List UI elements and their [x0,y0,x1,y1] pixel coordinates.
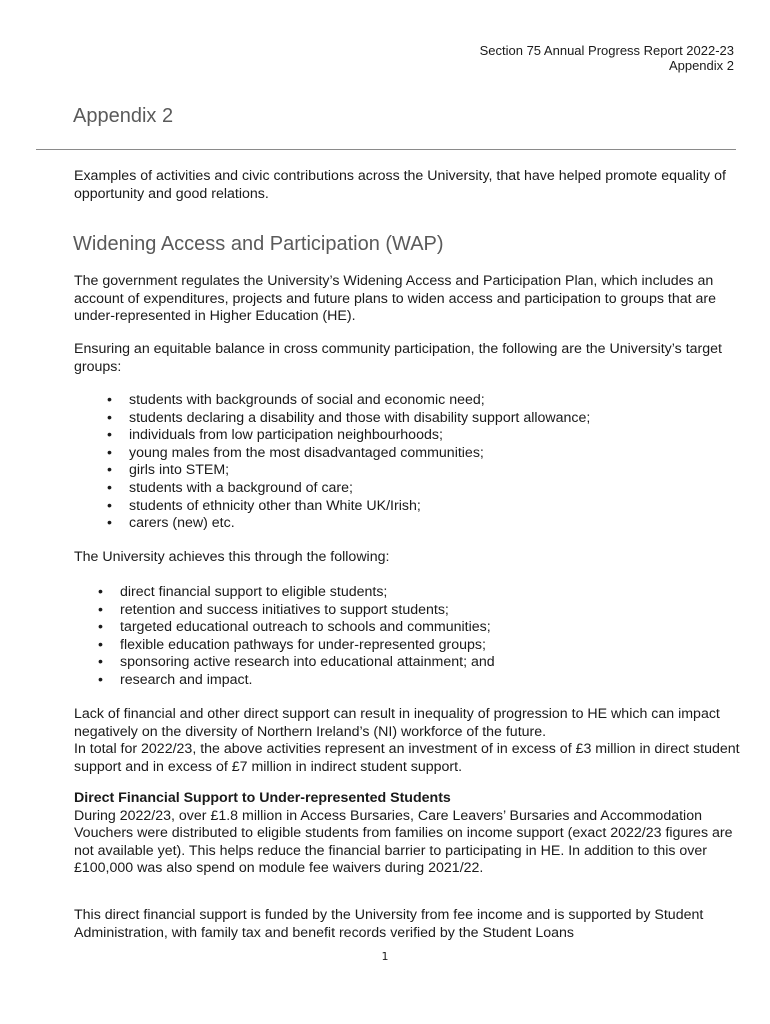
list-item: • targeted educational outreach to schools and communities; [98,619,491,636]
running-header [480,43,734,73]
paragraph-4-line-1: Lack of financial and other direct support can result in inequality of progression to HE which can impact negatively on the diversity of Northern Ireland’s (NI) workforce of the future. [74,706,720,740]
wap-paragraph-6: This direct financial support is funded by the University from fee income and is supported by Student Administration, with family tax and benefit records verified by the Student Loans [74,907,704,941]
paragraph-4-line-2: In total for 2022/23, the above activities represent an investment of in excess of £3 million in direct student support and in excess of £7 million in indirect student support. [74,741,740,775]
list-item: • students with a background of care; [107,479,353,496]
list-item: • young males from the most disadvantaged communities; [107,444,484,461]
dfs-paragraph: During 2022/23, over £1.8 million in Access Bursaries, Care Leavers’ Bursaries and Accommodation Vouchers were distributed to eligible students from families on income support (exact 2022/23 figures are not available yet). This helps reduce the financial barrier to participating in HE. In addition to this over £100,000 was also spend on module fee waivers during 2021/22. [74,807,733,877]
list-item: • flexible education pathways for under-represented groups; [98,636,486,653]
wap-paragraph-4 [74,706,742,776]
dfs-heading: Direct Financial Support to Under-represented Students [74,790,451,806]
list-item: • girls into STEM; [107,462,230,479]
wap-paragraph-2: Ensuring an equitable balance in cross community participation, the following are the University’s target groups: [74,341,722,375]
list-item: • retention and success initiatives to support students; [98,601,449,618]
target-groups-list [107,392,590,533]
intro-paragraph: Examples of activities and civic contributions across the University, that have helped promote equality of opportunity and good relations. [74,168,726,202]
list-item: • students of ethnicity other than White UK/Irish; [107,497,421,514]
direct-financial-support-block [74,790,742,878]
list-item: • carers (new) etc. [107,515,235,532]
list-item: • direct financial support to eligible students; [98,584,388,600]
header-appendix-label: Appendix 2 [668,58,734,73]
appendix-title: Appendix 2 [73,105,174,127]
list-item: • students declaring a disability and those with disability support allowance; [107,409,591,426]
header-report-title: Section 75 Annual Progress Report 2022-23 [479,43,734,58]
list-item: • individuals from low participation neighbourhoods; [107,427,443,444]
wap-paragraph-1: The government regulates the University’s Widening Access and Participation Plan, which includes an account of expenditures, projects and future plans to widen access and participation to groups that are under-represented in Higher Education (HE). [74,273,716,325]
list-item: • research and impact. [98,671,253,688]
wap-section-title: Widening Access and Participation (WAP) [73,233,444,255]
page-number: 1 [381,950,389,963]
wap-paragraph-3: The University achieves this through the following: [74,549,390,565]
methods-list [98,584,495,690]
title-divider [36,149,736,150]
list-item: • sponsoring active research into educational attainment; and [98,654,495,671]
list-item: • students with backgrounds of social and economic need; [107,392,485,408]
